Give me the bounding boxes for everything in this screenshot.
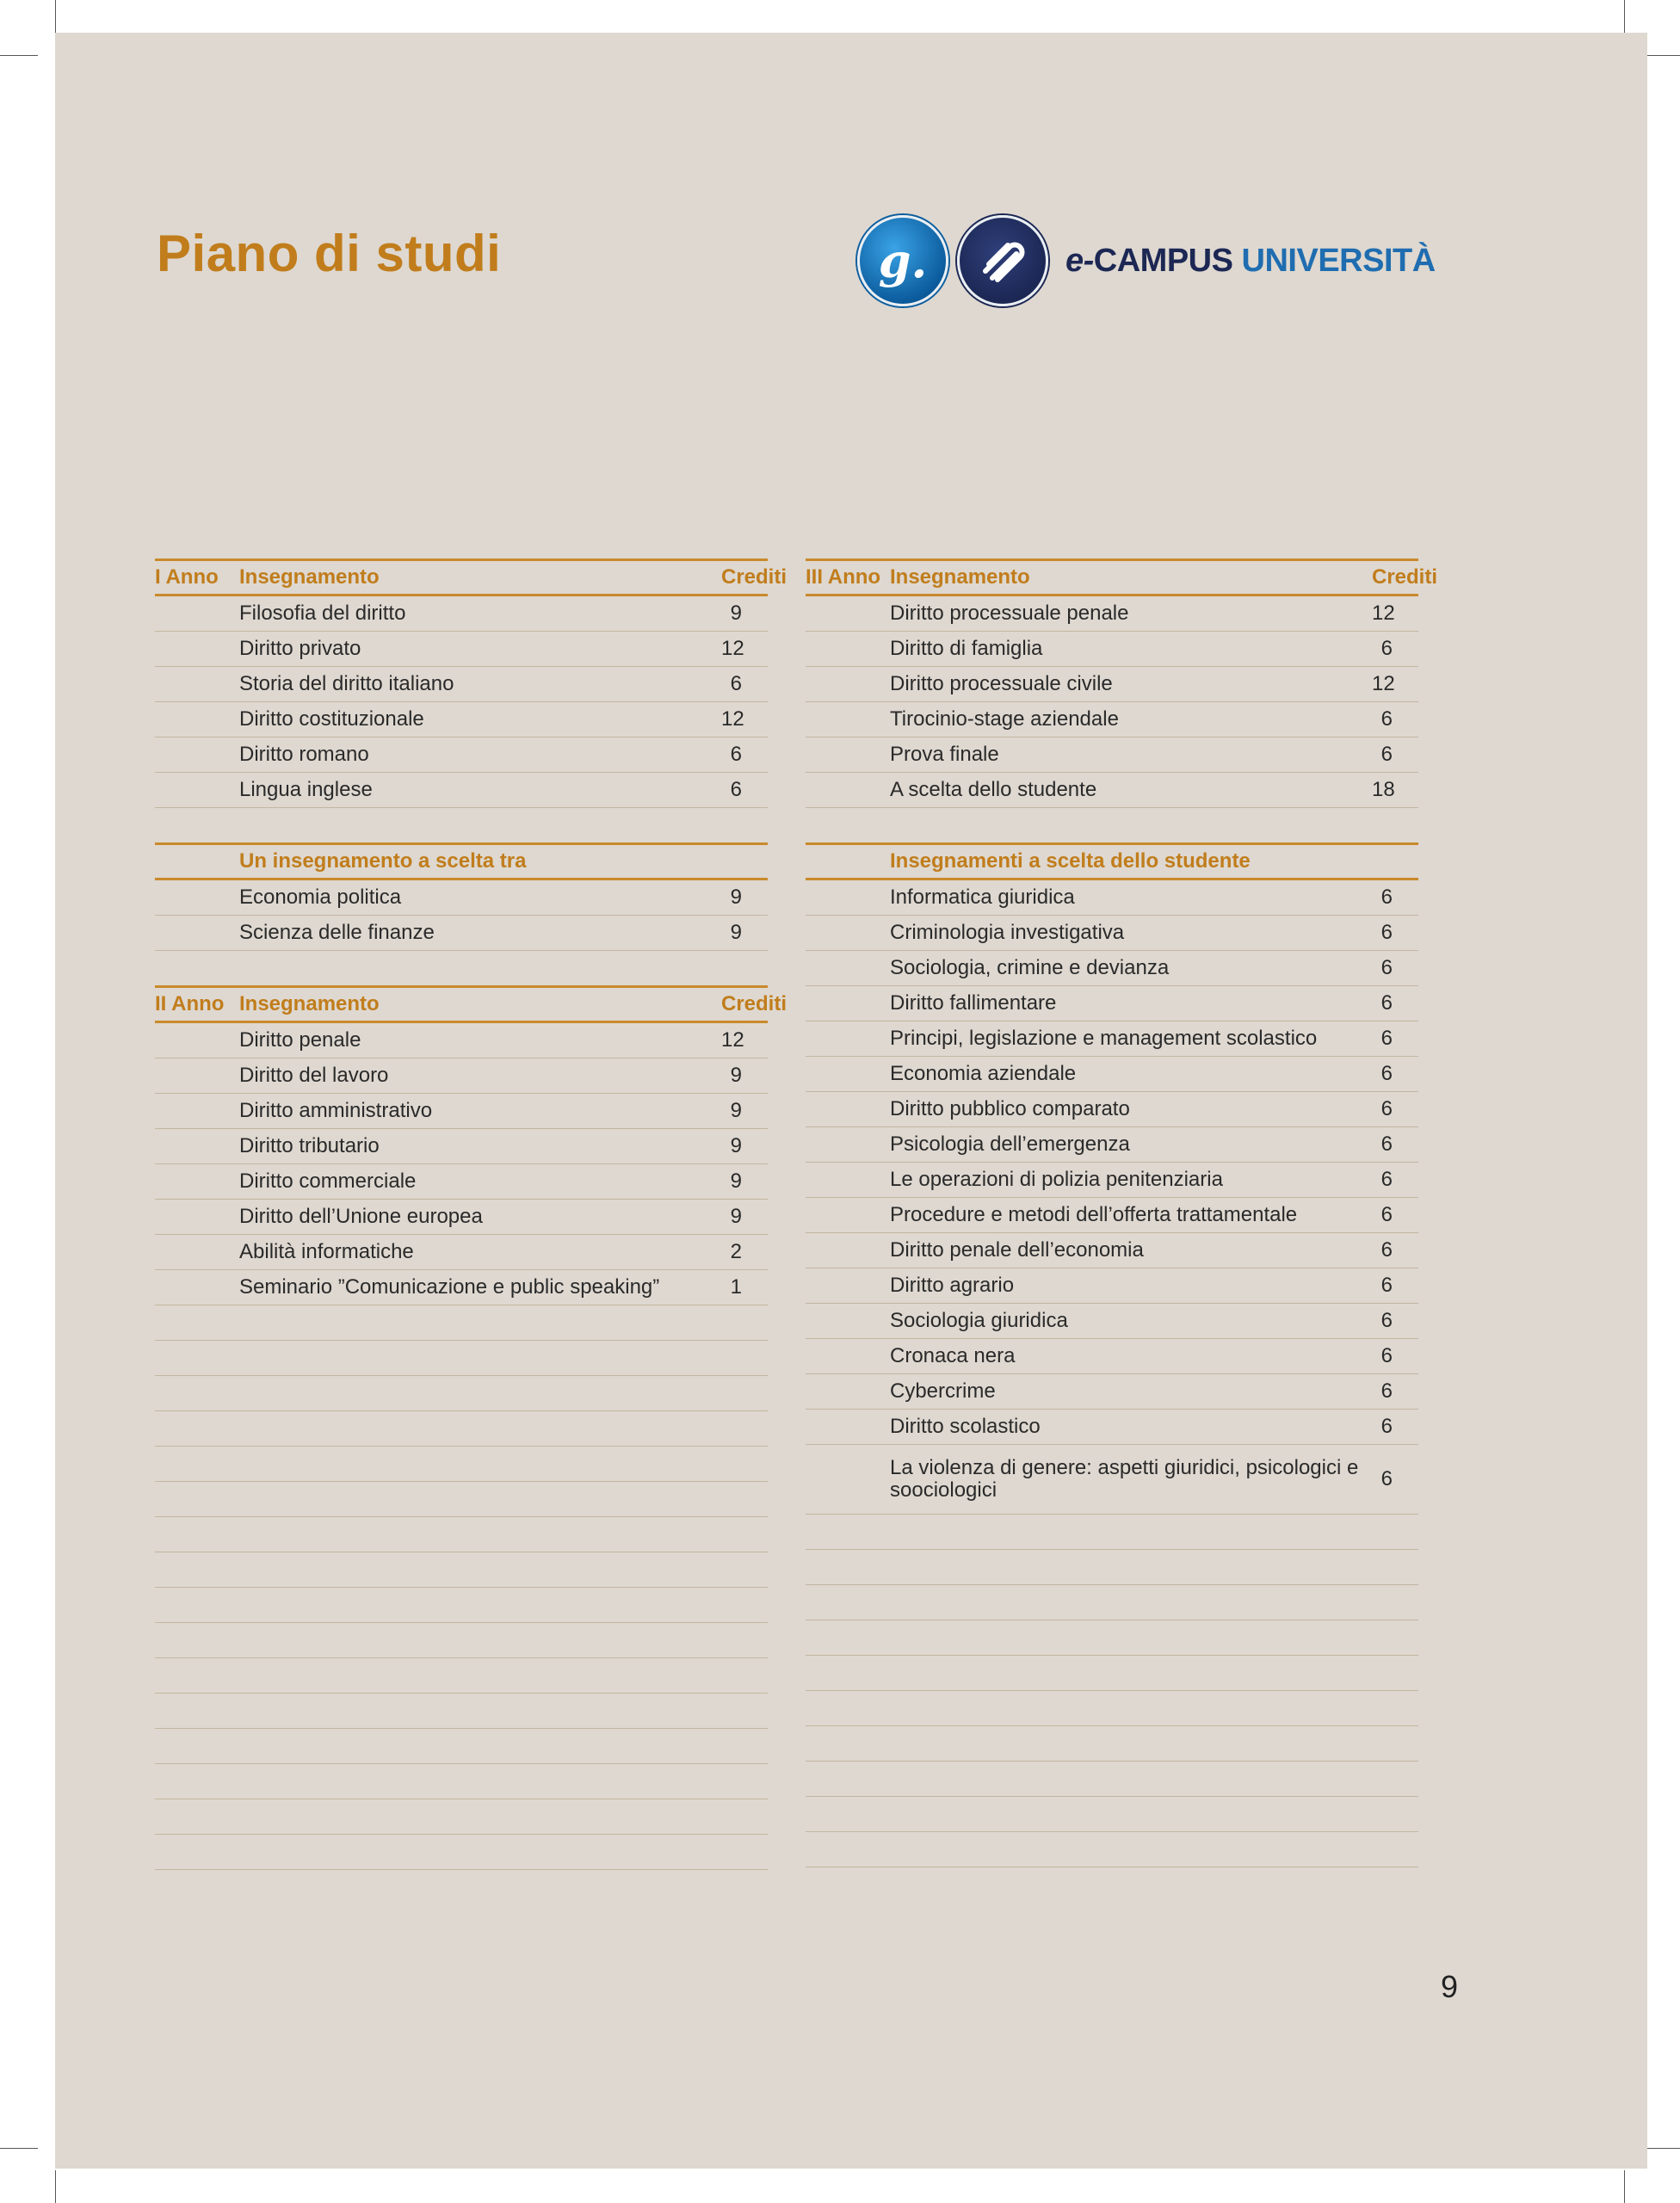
course-name: Psicologia dell’emergenza xyxy=(890,1127,1372,1163)
course-name: Diritto amministrativo xyxy=(239,1094,721,1129)
table-header-year-1 xyxy=(155,560,768,595)
empty-row xyxy=(806,1762,1418,1797)
course-name: Diritto fallimentare xyxy=(890,986,1372,1021)
course-name: Principi, legislazione e management scolastico xyxy=(890,1021,1372,1057)
empty-row xyxy=(155,1411,768,1447)
page-title: Piano di studi xyxy=(157,225,502,282)
course-credits: 12 xyxy=(721,702,768,737)
left-column xyxy=(155,558,788,1870)
course-credits: 6 xyxy=(1372,1057,1418,1092)
table-row xyxy=(155,916,768,951)
empty-row xyxy=(806,1797,1418,1832)
table-row xyxy=(806,632,1418,667)
column-header-credits: Crediti xyxy=(721,560,768,595)
ecampus-badge-icon xyxy=(957,215,1048,306)
course-name: Diritto del lavoro xyxy=(239,1058,721,1094)
empty-row xyxy=(155,1658,768,1694)
course-credits: 6 xyxy=(1372,951,1418,986)
course-credits: 6 xyxy=(1372,1021,1418,1057)
table-row xyxy=(806,1304,1418,1339)
course-credits: 9 xyxy=(721,595,768,632)
course-credits: 18 xyxy=(1372,773,1418,808)
course-credits: 6 xyxy=(1372,1233,1418,1268)
table-row xyxy=(155,879,768,916)
empty-row xyxy=(806,1691,1418,1726)
course-credits: 12 xyxy=(721,632,768,667)
course-name: Diritto romano xyxy=(239,737,721,773)
study-plan-table-right xyxy=(806,558,1438,1867)
table-row xyxy=(155,1129,768,1164)
right-column xyxy=(806,558,1438,1867)
course-name: La violenza di genere: aspetti giuridici, psicologici e soociologici xyxy=(890,1445,1372,1515)
course-name: Informatica giuridica xyxy=(890,879,1372,916)
course-name: Sociologia, crimine e devianza xyxy=(890,951,1372,986)
empty-row xyxy=(806,1726,1418,1762)
course-credits: 6 xyxy=(1372,986,1418,1021)
elective-heading: Un insegnamento a scelta tra xyxy=(239,844,721,879)
page xyxy=(55,33,1647,2169)
g-badge-icon xyxy=(857,215,948,306)
course-name: Lingua inglese xyxy=(239,773,721,808)
table-header-year-2 xyxy=(155,987,768,1022)
column-header-course: Insegnamento xyxy=(890,560,1372,595)
empty-row xyxy=(155,1623,768,1658)
table-row xyxy=(155,1058,768,1094)
empty-row xyxy=(155,1552,768,1588)
badge-letter: g. xyxy=(878,233,928,288)
table-row xyxy=(806,1339,1418,1374)
table-row xyxy=(806,1233,1418,1268)
course-name: Diritto di famiglia xyxy=(890,632,1372,667)
table-row xyxy=(806,702,1418,737)
table-row xyxy=(155,702,768,737)
crop-mark xyxy=(1644,2148,1680,2149)
crop-mark xyxy=(55,0,56,33)
course-name: Criminologia investigativa xyxy=(890,916,1372,951)
course-credits: 9 xyxy=(721,1058,768,1094)
table-row xyxy=(155,737,768,773)
table-row xyxy=(155,1094,768,1129)
spacer-row xyxy=(155,808,768,844)
brand-universita: UNIVERSITÀ xyxy=(1241,242,1436,279)
course-credits: 12 xyxy=(721,1022,768,1058)
table-row xyxy=(806,1057,1418,1092)
table-row xyxy=(806,1163,1418,1198)
course-name: Diritto scolastico xyxy=(890,1410,1372,1445)
course-credits: 6 xyxy=(1372,1339,1418,1374)
crop-mark xyxy=(1624,2170,1625,2203)
elective-heading: Insegnamenti a scelta dello studente xyxy=(890,844,1372,879)
table-row xyxy=(155,632,768,667)
table-row xyxy=(155,595,768,632)
course-credits: 9 xyxy=(721,879,768,916)
course-credits: 6 xyxy=(1372,1163,1418,1198)
year-label: III Anno xyxy=(806,560,890,595)
empty-row xyxy=(155,1764,768,1799)
course-name: Tirocinio-stage aziendale xyxy=(890,702,1372,737)
empty-row xyxy=(155,1588,768,1623)
brand-wordmark xyxy=(1065,243,1436,280)
empty-row xyxy=(155,1305,768,1341)
course-name: Diritto processuale penale xyxy=(890,595,1372,632)
course-credits: 12 xyxy=(1372,595,1418,632)
table-header-year-3 xyxy=(806,560,1418,595)
table-row xyxy=(806,1374,1418,1410)
crop-mark xyxy=(0,55,38,56)
column-header-credits: Crediti xyxy=(721,987,768,1022)
course-credits: 6 xyxy=(721,667,768,702)
column-header-credits: Crediti xyxy=(1372,560,1418,595)
course-name: Storia del diritto italiano xyxy=(239,667,721,702)
spacer-row xyxy=(155,951,768,987)
table-row xyxy=(155,1022,768,1058)
course-name: Diritto processuale civile xyxy=(890,667,1372,702)
course-credits: 6 xyxy=(1372,1445,1418,1515)
year-label: I Anno xyxy=(155,560,239,595)
table-row xyxy=(806,1410,1418,1445)
course-credits: 2 xyxy=(721,1235,768,1270)
course-name: Filosofia del diritto xyxy=(239,595,721,632)
empty-row xyxy=(155,1447,768,1482)
course-credits: 6 xyxy=(1372,632,1418,667)
course-credits: 6 xyxy=(1372,879,1418,916)
course-name: Economia aziendale xyxy=(890,1057,1372,1092)
page-number: 9 xyxy=(1441,1969,1459,2004)
course-name: A scelta dello studente xyxy=(890,773,1372,808)
course-name: Diritto penale dell’economia xyxy=(890,1233,1372,1268)
table-row xyxy=(155,1235,768,1270)
empty-row xyxy=(155,1729,768,1764)
course-name: Sociologia giuridica xyxy=(890,1304,1372,1339)
elective-header xyxy=(155,844,768,879)
course-name: Scienza delle finanze xyxy=(239,916,721,951)
course-credits: 6 xyxy=(721,737,768,773)
table-row xyxy=(806,737,1418,773)
table-row xyxy=(155,1164,768,1200)
table-row xyxy=(806,1021,1418,1057)
course-credits: 9 xyxy=(721,1129,768,1164)
course-credits: 6 xyxy=(1372,1127,1418,1163)
course-credits: 6 xyxy=(1372,916,1418,951)
course-credits: 6 xyxy=(1372,1410,1418,1445)
year-label: II Anno xyxy=(155,987,239,1022)
crop-mark xyxy=(1644,55,1680,56)
empty-row xyxy=(806,1832,1418,1867)
column-header-course: Insegnamento xyxy=(239,987,721,1022)
column-header-course: Insegnamento xyxy=(239,560,721,595)
table-row xyxy=(155,1270,768,1305)
ecampus-logo xyxy=(857,213,1436,308)
table-row xyxy=(806,667,1418,702)
crop-mark xyxy=(0,2148,38,2149)
table-row xyxy=(806,595,1418,632)
course-name: Prova finale xyxy=(890,737,1372,773)
table-row xyxy=(806,773,1418,808)
course-name: Diritto penale xyxy=(239,1022,721,1058)
course-name: Abilità informatiche xyxy=(239,1235,721,1270)
course-credits: 6 xyxy=(721,773,768,808)
elective-header xyxy=(806,844,1418,879)
course-credits: 6 xyxy=(1372,1268,1418,1304)
table-row xyxy=(806,1198,1418,1233)
spacer-row xyxy=(806,808,1418,844)
brand-e: e- xyxy=(1065,242,1094,279)
table-row xyxy=(806,1268,1418,1304)
empty-row xyxy=(806,1585,1418,1620)
course-credits: 6 xyxy=(1372,1374,1418,1410)
course-name: Diritto tributario xyxy=(239,1129,721,1164)
empty-row xyxy=(155,1799,768,1835)
course-credits: 9 xyxy=(721,1200,768,1235)
empty-row xyxy=(155,1835,768,1870)
course-name: Procedure e metodi dell’offerta trattamentale xyxy=(890,1198,1372,1233)
table-row xyxy=(806,916,1418,951)
course-name: Cronaca nera xyxy=(890,1339,1372,1374)
empty-row xyxy=(806,1656,1418,1691)
course-credits: 6 xyxy=(1372,1092,1418,1127)
empty-row xyxy=(155,1376,768,1411)
empty-row xyxy=(806,1550,1418,1585)
course-credits: 6 xyxy=(1372,702,1418,737)
course-name: Diritto pubblico comparato xyxy=(890,1092,1372,1127)
course-name: Diritto dell’Unione europea xyxy=(239,1200,721,1235)
empty-row xyxy=(155,1694,768,1729)
table-row xyxy=(806,1445,1418,1515)
table-row xyxy=(806,1092,1418,1127)
crop-mark xyxy=(55,2170,56,2203)
empty-row xyxy=(155,1482,768,1517)
course-credits: 6 xyxy=(1372,1304,1418,1339)
empty-row xyxy=(155,1341,768,1376)
table-row xyxy=(806,951,1418,986)
course-credits: 9 xyxy=(721,916,768,951)
crop-mark xyxy=(1624,0,1625,33)
course-credits: 9 xyxy=(721,1164,768,1200)
empty-row xyxy=(155,1517,768,1552)
course-name: Seminario ”Comunicazione e public speaking” xyxy=(239,1270,721,1305)
table-row xyxy=(155,1200,768,1235)
table-row xyxy=(806,879,1418,916)
course-name: Cybercrime xyxy=(890,1374,1372,1410)
table-row xyxy=(806,1127,1418,1163)
course-credits: 6 xyxy=(1372,1198,1418,1233)
study-plan-table-left xyxy=(155,558,788,1870)
course-credits: 9 xyxy=(721,1094,768,1129)
course-credits: 1 xyxy=(721,1270,768,1305)
table-row xyxy=(806,986,1418,1021)
course-credits: 6 xyxy=(1372,737,1418,773)
course-name: Le operazioni di polizia penitenziaria xyxy=(890,1163,1372,1198)
course-name: Diritto agrario xyxy=(890,1268,1372,1304)
empty-row xyxy=(806,1620,1418,1656)
course-name: Economia politica xyxy=(239,879,721,916)
course-credits: 12 xyxy=(1372,667,1418,702)
course-name: Diritto privato xyxy=(239,632,721,667)
brand-campus: CAMPUS xyxy=(1093,242,1233,279)
course-name: Diritto costituzionale xyxy=(239,702,721,737)
empty-row xyxy=(806,1515,1418,1550)
table-row xyxy=(155,773,768,808)
course-name: Diritto commerciale xyxy=(239,1164,721,1200)
table-row xyxy=(155,667,768,702)
